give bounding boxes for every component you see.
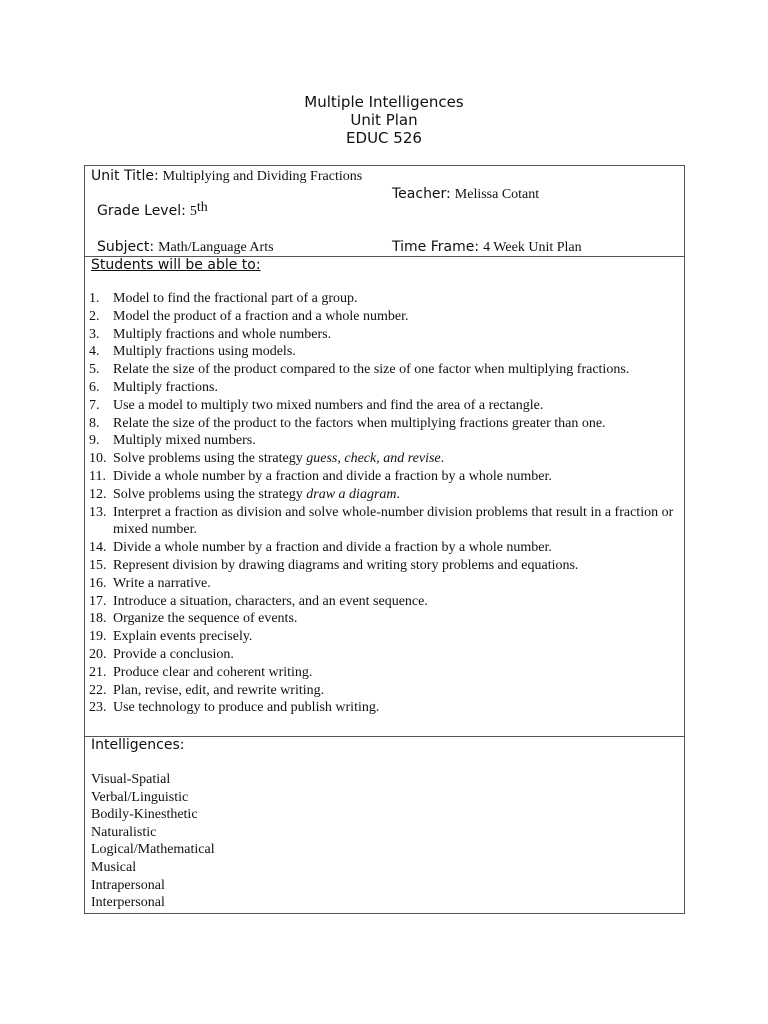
objective-item bbox=[89, 593, 679, 611]
subject-value: Math/Language Arts bbox=[158, 240, 274, 255]
objective-item bbox=[89, 646, 679, 664]
objective-number: 14. bbox=[89, 540, 107, 556]
teacher-field bbox=[392, 185, 539, 203]
unit-info-section bbox=[85, 166, 684, 257]
objective-number: 13. bbox=[89, 504, 107, 520]
objective-number: 6. bbox=[89, 379, 100, 395]
objective-text: Solve problems using the strategy bbox=[113, 451, 307, 467]
objective-item bbox=[89, 486, 679, 504]
objective-item bbox=[89, 575, 679, 593]
objective-text: Plan, revise, edit, and rewrite writing. bbox=[113, 682, 325, 698]
objective-number: 5. bbox=[89, 362, 100, 378]
objective-text: Explain events precisely. bbox=[113, 629, 253, 645]
objective-text: Relate the size of the product to the factors when multiplying fractions greater than one. bbox=[113, 415, 606, 431]
teacher-label: Teacher: bbox=[392, 186, 451, 202]
objective-item bbox=[89, 432, 679, 450]
objective-number: 1. bbox=[89, 291, 100, 306]
objective-number: 12. bbox=[89, 486, 107, 502]
objective-strategy: guess, check, and revise bbox=[306, 451, 441, 467]
objective-strategy: draw a diagram bbox=[306, 486, 397, 502]
objective-text: Multiply fractions and whole numbers. bbox=[113, 326, 332, 342]
objective-number: 2. bbox=[89, 308, 100, 324]
objective-text: Represent division by drawing diagrams and writing story problems and equations. bbox=[113, 557, 579, 573]
objective-item bbox=[89, 290, 679, 308]
time-frame-field bbox=[392, 238, 582, 256]
objective-text: Organize the sequence of events. bbox=[113, 611, 298, 627]
objective-text: Solve problems using the strategy bbox=[113, 486, 307, 502]
objective-text: Interpret a fraction as division and solve whole-number division problems that result in a fraction or mixed number. bbox=[113, 504, 674, 538]
intelligence-item: Visual-Spatial bbox=[91, 772, 171, 787]
unit-plan-table bbox=[84, 165, 685, 914]
unit-title-label: Unit Title: bbox=[91, 168, 159, 184]
objective-number: 15. bbox=[89, 557, 107, 573]
grade-level-field bbox=[97, 202, 208, 220]
intelligence-item: Bodily-Kinesthetic bbox=[91, 807, 198, 823]
title-line-3: EDUC 526 bbox=[346, 129, 422, 147]
objective-number: 22. bbox=[89, 682, 107, 698]
objective-number: 17. bbox=[89, 593, 107, 609]
objective-item bbox=[89, 664, 679, 682]
objective-item bbox=[89, 468, 679, 486]
objective-item bbox=[89, 397, 679, 415]
objective-text: Use a model to multiply two mixed numbers and find the area of a rectangle. bbox=[113, 397, 544, 413]
objective-text: Produce clear and coherent writing. bbox=[113, 664, 313, 680]
intelligences-list bbox=[91, 771, 215, 912]
objective-number: 3. bbox=[89, 326, 100, 342]
grade-level-value: 5 bbox=[189, 204, 197, 219]
objective-text: Relate the size of the product compared to the size of one factor when multiplying fractions. bbox=[113, 362, 630, 378]
objective-text-end: . bbox=[440, 451, 445, 467]
unit-title-value: Multiplying and Dividing Fractions bbox=[162, 169, 363, 184]
title-line-1: Multiple Intelligences bbox=[304, 93, 464, 111]
objective-item bbox=[89, 682, 679, 700]
objective-text: Multiply fractions using models. bbox=[113, 344, 296, 360]
objective-number: 18. bbox=[89, 611, 107, 627]
subject-label: Subject: bbox=[97, 239, 155, 255]
intelligences-heading: Intelligences: bbox=[91, 737, 185, 753]
objectives-list bbox=[89, 290, 679, 717]
objective-item bbox=[89, 361, 679, 379]
teacher-value: Melissa Cotant bbox=[454, 187, 540, 202]
intelligence-item: Logical/Mathematical bbox=[91, 842, 215, 858]
objective-item bbox=[89, 415, 679, 433]
objective-text: Model the product of a fraction and a whole number. bbox=[113, 308, 409, 324]
objective-text: Model to find the fractional part of a group. bbox=[113, 291, 358, 306]
objective-text: Multiply mixed numbers. bbox=[113, 433, 256, 449]
objective-text-end: . bbox=[396, 486, 400, 502]
intelligence-item: Intrapersonal bbox=[91, 877, 165, 893]
objectives-heading: Students will be able to: bbox=[91, 257, 261, 273]
grade-level-superscript: th bbox=[196, 200, 208, 215]
objective-text: Divide a whole number by a fraction and divide a fraction by a whole number. bbox=[113, 468, 552, 484]
objective-number: 4. bbox=[89, 344, 100, 360]
objective-number: 10. bbox=[89, 451, 107, 467]
intelligence-item: Interpersonal bbox=[91, 895, 165, 911]
objective-number: 19. bbox=[89, 629, 107, 645]
objective-text: Introduce a situation, characters, and an event sequence. bbox=[113, 593, 428, 609]
title-line-2: Unit Plan bbox=[350, 111, 418, 129]
intelligence-item: Musical bbox=[91, 859, 137, 875]
objective-text: Multiply fractions. bbox=[113, 379, 218, 395]
objective-number: 20. bbox=[89, 646, 107, 662]
subject-field bbox=[97, 238, 274, 256]
objective-text: Divide a whole number by a fraction and divide a fraction by a whole number. bbox=[113, 540, 552, 556]
time-frame-value: 4 Week Unit Plan bbox=[483, 240, 582, 255]
objective-item bbox=[89, 610, 679, 628]
objective-item bbox=[89, 379, 679, 397]
time-frame-label: Time Frame: bbox=[392, 239, 480, 255]
objective-item bbox=[89, 539, 679, 557]
objective-item bbox=[89, 343, 679, 361]
objective-item bbox=[89, 699, 679, 717]
document-title bbox=[0, 93, 768, 147]
objective-number: 7. bbox=[89, 397, 100, 413]
objective-number: 8. bbox=[89, 415, 100, 431]
objective-number: 16. bbox=[89, 575, 107, 591]
objective-number: 23. bbox=[89, 700, 107, 716]
objective-item bbox=[89, 326, 679, 344]
intelligence-item: Verbal/Linguistic bbox=[91, 789, 189, 805]
objective-text: Use technology to produce and publish writing. bbox=[113, 700, 380, 716]
unit-title-field bbox=[91, 167, 362, 185]
objective-item bbox=[89, 628, 679, 646]
grade-level-label: Grade Level: bbox=[97, 203, 186, 219]
objective-item bbox=[89, 557, 679, 575]
objective-item bbox=[89, 504, 679, 540]
objective-item bbox=[89, 450, 679, 468]
objective-text: Write a narrative. bbox=[113, 575, 211, 591]
objective-number: 11. bbox=[89, 468, 106, 484]
objective-number: 9. bbox=[89, 433, 100, 449]
intelligence-item: Naturalistic bbox=[91, 824, 157, 840]
objective-item bbox=[89, 308, 679, 326]
objective-text: Provide a conclusion. bbox=[113, 646, 234, 662]
objectives-section bbox=[85, 257, 684, 737]
intelligences-section bbox=[85, 737, 684, 913]
objective-number: 21. bbox=[89, 664, 107, 680]
